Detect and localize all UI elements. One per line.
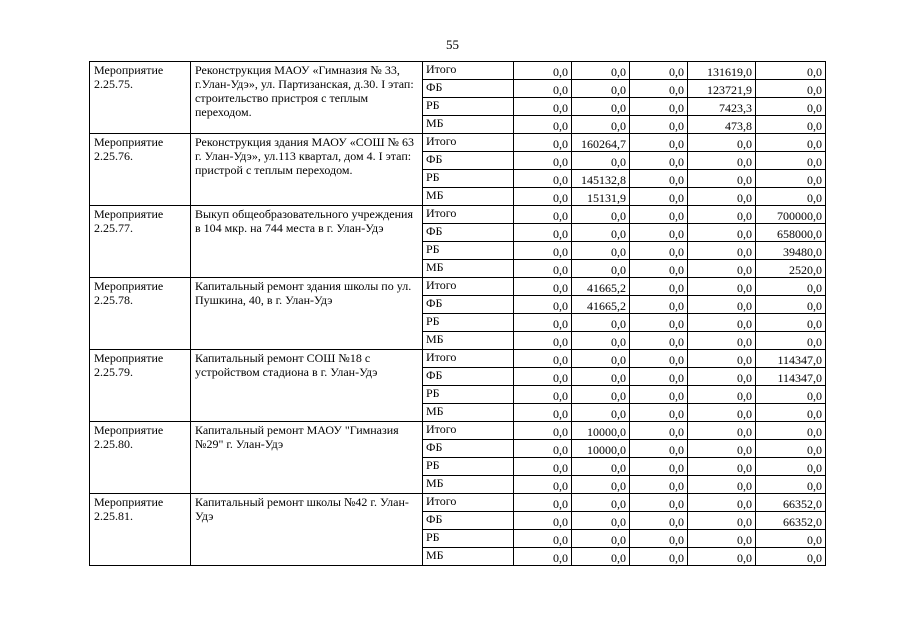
funding-source-cell: РБ <box>423 386 514 404</box>
amount-cell: 0,0 <box>572 62 630 80</box>
amount-cell: 0,0 <box>514 278 572 296</box>
amount-cell: 0,0 <box>514 98 572 116</box>
funding-source-cell: ФБ <box>423 80 514 98</box>
amount-cell: 0,0 <box>514 530 572 548</box>
activity-cell: Мероприятие 2.25.80. <box>90 422 191 494</box>
table-row <box>90 422 826 440</box>
amount-cell: 10000,0 <box>572 440 630 458</box>
funding-source-cell: МБ <box>423 188 514 206</box>
amount-cell: 15131,9 <box>572 188 630 206</box>
amount-cell: 0,0 <box>630 476 688 494</box>
amount-cell: 0,0 <box>630 530 688 548</box>
amount-cell: 0,0 <box>756 422 826 440</box>
amount-cell: 0,0 <box>756 314 826 332</box>
amount-cell: 0,0 <box>630 296 688 314</box>
amount-cell: 0,0 <box>514 314 572 332</box>
amount-cell: 700000,0 <box>756 206 826 224</box>
amount-cell: 0,0 <box>688 404 756 422</box>
amount-cell: 0,0 <box>630 80 688 98</box>
amount-cell: 0,0 <box>514 494 572 512</box>
amount-cell: 0,0 <box>756 98 826 116</box>
amount-cell: 0,0 <box>514 386 572 404</box>
amount-cell: 0,0 <box>756 332 826 350</box>
amount-cell: 0,0 <box>514 476 572 494</box>
funding-source-cell: Итого <box>423 62 514 80</box>
amount-cell: 0,0 <box>688 314 756 332</box>
amount-cell: 0,0 <box>572 458 630 476</box>
amount-cell: 0,0 <box>572 476 630 494</box>
table-row <box>90 494 826 512</box>
amount-cell: 0,0 <box>756 458 826 476</box>
amount-cell: 0,0 <box>514 512 572 530</box>
table-body <box>90 62 826 566</box>
amount-cell: 0,0 <box>572 332 630 350</box>
amount-cell: 0,0 <box>630 422 688 440</box>
table-row <box>90 134 826 152</box>
description-cell: Капитальный ремонт МАОУ "Гимназия №29" г. Улан-Удэ <box>191 422 423 494</box>
table-row <box>90 206 826 224</box>
funding-source-cell: РБ <box>423 530 514 548</box>
funding-source-cell: МБ <box>423 260 514 278</box>
amount-cell: 0,0 <box>688 476 756 494</box>
amount-cell: 0,0 <box>514 188 572 206</box>
amount-cell: 0,0 <box>688 350 756 368</box>
amount-cell: 0,0 <box>514 116 572 134</box>
description-cell: Реконструкция здания МАОУ «СОШ № 63 г. Улан-Удэ», ул.113 квартал, дом 4. I этап: пристрой с теплым переходом. <box>191 134 423 206</box>
amount-cell: 0,0 <box>514 350 572 368</box>
amount-cell: 0,0 <box>688 188 756 206</box>
amount-cell: 0,0 <box>688 170 756 188</box>
funding-source-cell: РБ <box>423 458 514 476</box>
amount-cell: 0,0 <box>756 134 826 152</box>
amount-cell: 0,0 <box>756 548 826 566</box>
funding-source-cell: Итого <box>423 494 514 512</box>
amount-cell: 0,0 <box>688 368 756 386</box>
amount-cell: 0,0 <box>572 494 630 512</box>
amount-cell: 0,0 <box>630 188 688 206</box>
amount-cell: 131619,0 <box>688 62 756 80</box>
amount-cell: 0,0 <box>572 152 630 170</box>
amount-cell: 0,0 <box>630 206 688 224</box>
amount-cell: 0,0 <box>630 368 688 386</box>
amount-cell: 0,0 <box>688 386 756 404</box>
amount-cell: 0,0 <box>572 512 630 530</box>
funding-source-cell: ФБ <box>423 152 514 170</box>
amount-cell: 0,0 <box>572 116 630 134</box>
amount-cell: 0,0 <box>514 152 572 170</box>
funding-source-cell: ФБ <box>423 512 514 530</box>
amount-cell: 0,0 <box>688 296 756 314</box>
amount-cell: 0,0 <box>688 422 756 440</box>
amount-cell: 0,0 <box>688 152 756 170</box>
amount-cell: 114347,0 <box>756 368 826 386</box>
funding-source-cell: Итого <box>423 134 514 152</box>
amount-cell: 0,0 <box>688 440 756 458</box>
activity-cell: Мероприятие 2.25.79. <box>90 350 191 422</box>
table-row <box>90 62 826 80</box>
amount-cell: 0,0 <box>688 530 756 548</box>
amount-cell: 0,0 <box>514 422 572 440</box>
amount-cell: 0,0 <box>630 512 688 530</box>
amount-cell: 0,0 <box>514 80 572 98</box>
amount-cell: 0,0 <box>688 458 756 476</box>
amount-cell: 7423,3 <box>688 98 756 116</box>
activity-cell: Мероприятие 2.25.76. <box>90 134 191 206</box>
amount-cell: 0,0 <box>572 386 630 404</box>
funding-source-cell: ФБ <box>423 368 514 386</box>
amount-cell: 0,0 <box>572 530 630 548</box>
funding-source-cell: Итого <box>423 350 514 368</box>
funding-source-cell: Итого <box>423 422 514 440</box>
amount-cell: 0,0 <box>756 62 826 80</box>
amount-cell: 0,0 <box>572 404 630 422</box>
funding-source-cell: Итого <box>423 206 514 224</box>
amount-cell: 0,0 <box>756 476 826 494</box>
amount-cell: 0,0 <box>572 242 630 260</box>
amount-cell: 0,0 <box>514 368 572 386</box>
amount-cell: 0,0 <box>630 314 688 332</box>
page-number: 55 <box>446 37 459 52</box>
amount-cell: 0,0 <box>514 296 572 314</box>
amount-cell: 0,0 <box>688 242 756 260</box>
amount-cell: 0,0 <box>630 134 688 152</box>
amount-cell: 0,0 <box>756 296 826 314</box>
amount-cell: 0,0 <box>514 170 572 188</box>
amount-cell: 0,0 <box>514 134 572 152</box>
amount-cell: 0,0 <box>756 386 826 404</box>
amount-cell: 0,0 <box>514 440 572 458</box>
amount-cell: 0,0 <box>756 152 826 170</box>
amount-cell: 0,0 <box>688 548 756 566</box>
amount-cell: 473,8 <box>688 116 756 134</box>
amount-cell: 0,0 <box>756 404 826 422</box>
amount-cell: 0,0 <box>756 80 826 98</box>
funding-source-cell: РБ <box>423 98 514 116</box>
amount-cell: 0,0 <box>688 512 756 530</box>
amount-cell: 0,0 <box>756 530 826 548</box>
funding-source-cell: РБ <box>423 170 514 188</box>
amount-cell: 10000,0 <box>572 422 630 440</box>
amount-cell: 0,0 <box>572 368 630 386</box>
amount-cell: 0,0 <box>630 458 688 476</box>
funding-source-cell: ФБ <box>423 296 514 314</box>
table-row <box>90 278 826 296</box>
funding-source-cell: МБ <box>423 332 514 350</box>
funding-source-cell: ФБ <box>423 440 514 458</box>
amount-cell: 0,0 <box>688 332 756 350</box>
amount-cell: 0,0 <box>630 152 688 170</box>
funding-source-cell: Итого <box>423 278 514 296</box>
funding-source-cell: МБ <box>423 548 514 566</box>
activity-cell: Мероприятие 2.25.81. <box>90 494 191 566</box>
amount-cell: 0,0 <box>514 260 572 278</box>
amount-cell: 0,0 <box>514 242 572 260</box>
amount-cell: 0,0 <box>688 494 756 512</box>
amount-cell: 0,0 <box>756 440 826 458</box>
amount-cell: 0,0 <box>630 440 688 458</box>
funding-source-cell: РБ <box>423 314 514 332</box>
funding-source-cell: ФБ <box>423 224 514 242</box>
amount-cell: 0,0 <box>630 386 688 404</box>
amount-cell: 0,0 <box>688 134 756 152</box>
amount-cell: 0,0 <box>572 224 630 242</box>
amount-cell: 0,0 <box>630 62 688 80</box>
amount-cell: 0,0 <box>514 224 572 242</box>
amount-cell: 0,0 <box>572 314 630 332</box>
amount-cell: 0,0 <box>572 548 630 566</box>
amount-cell: 0,0 <box>630 260 688 278</box>
amount-cell: 0,0 <box>514 62 572 80</box>
description-cell: Реконструкция МАОУ «Гимназия № 33, г.Улан-Удэ», ул. Партизанская, д.30. I этап: строительство пристроя с теплым переходом. <box>191 62 423 134</box>
amount-cell: 145132,8 <box>572 170 630 188</box>
amount-cell: 0,0 <box>572 80 630 98</box>
amount-cell: 41665,2 <box>572 296 630 314</box>
description-cell: Капитальный ремонт здания школы по ул. Пушкина, 40, в г. Улан-Удэ <box>191 278 423 350</box>
funding-source-cell: МБ <box>423 476 514 494</box>
amount-cell: 0,0 <box>572 350 630 368</box>
amount-cell: 0,0 <box>756 278 826 296</box>
funding-source-cell: МБ <box>423 116 514 134</box>
amount-cell: 0,0 <box>514 332 572 350</box>
amount-cell: 0,0 <box>630 98 688 116</box>
table-row <box>90 350 826 368</box>
amount-cell: 0,0 <box>630 404 688 422</box>
amount-cell: 2520,0 <box>756 260 826 278</box>
amount-cell: 0,0 <box>514 548 572 566</box>
amount-cell: 0,0 <box>688 260 756 278</box>
amount-cell: 0,0 <box>688 206 756 224</box>
activity-cell: Мероприятие 2.25.77. <box>90 206 191 278</box>
amount-cell: 66352,0 <box>756 494 826 512</box>
description-cell: Капитальный ремонт школы №42 г. Улан-Удэ <box>191 494 423 566</box>
description-cell: Капитальный ремонт СОШ №18 с устройством стадиона в г. Улан-Удэ <box>191 350 423 422</box>
amount-cell: 0,0 <box>630 116 688 134</box>
description-cell: Выкуп общеобразовательного учреждения в 104 мкр. на 744 места в г. Улан-Удэ <box>191 206 423 278</box>
amount-cell: 0,0 <box>756 170 826 188</box>
amount-cell: 0,0 <box>630 224 688 242</box>
amount-cell: 0,0 <box>572 260 630 278</box>
amount-cell: 39480,0 <box>756 242 826 260</box>
amount-cell: 160264,7 <box>572 134 630 152</box>
amount-cell: 66352,0 <box>756 512 826 530</box>
activity-cell: Мероприятие 2.25.78. <box>90 278 191 350</box>
amount-cell: 0,0 <box>514 206 572 224</box>
amount-cell: 0,0 <box>688 224 756 242</box>
amount-cell: 0,0 <box>630 548 688 566</box>
amount-cell: 0,0 <box>630 242 688 260</box>
amount-cell: 0,0 <box>514 458 572 476</box>
activity-cell: Мероприятие 2.25.75. <box>90 62 191 134</box>
amount-cell: 0,0 <box>572 98 630 116</box>
amount-cell: 123721,9 <box>688 80 756 98</box>
amount-cell: 0,0 <box>630 332 688 350</box>
amount-cell: 658000,0 <box>756 224 826 242</box>
amount-cell: 114347,0 <box>756 350 826 368</box>
amount-cell: 0,0 <box>756 188 826 206</box>
budget-table <box>89 61 826 566</box>
amount-cell: 41665,2 <box>572 278 630 296</box>
amount-cell: 0,0 <box>630 350 688 368</box>
amount-cell: 0,0 <box>514 404 572 422</box>
amount-cell: 0,0 <box>630 278 688 296</box>
funding-source-cell: МБ <box>423 404 514 422</box>
amount-cell: 0,0 <box>630 170 688 188</box>
amount-cell: 0,0 <box>572 206 630 224</box>
amount-cell: 0,0 <box>688 278 756 296</box>
amount-cell: 0,0 <box>630 494 688 512</box>
funding-source-cell: РБ <box>423 242 514 260</box>
amount-cell: 0,0 <box>756 116 826 134</box>
